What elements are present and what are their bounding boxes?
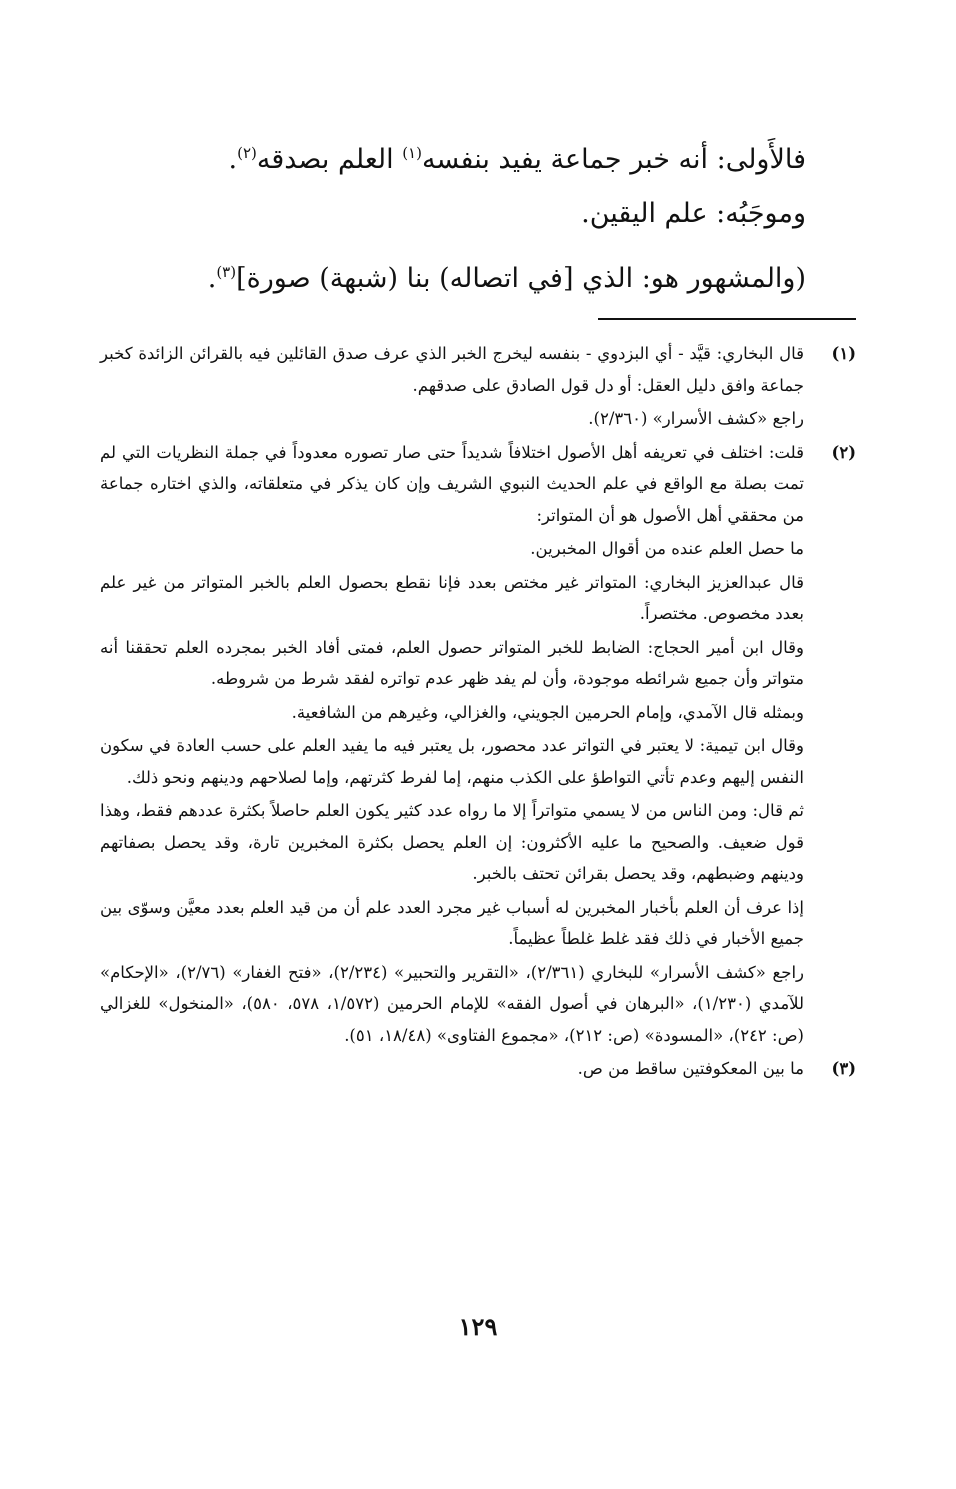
footnote-1 (100, 338, 856, 435)
footnote-paragraph: وبمثله قال الآمدي، وإمام الحرمين الجويني، والغزالي، وغيرهم من الشافعية. (291, 702, 804, 722)
main-text-segment: . (207, 263, 217, 294)
main-text-segment: فالأَولى: أنه خبر جماعة يفيد بنفسه (421, 144, 806, 175)
footnote-2 (100, 437, 856, 1052)
footnote-number: (١) (831, 344, 856, 363)
footnote-paragraph: ثم قال: ومن الناس من لا يسمي متواتراً إلا ما رواه عدد كثير يكون العلم حاصلاً بكثرة عددهم فقط، وهذا قول ضعيف. والصحيح ما عليه الأكثرون: إن العلم يحصل بكثرة المخبرين تارة، وقد يحصل بصفاتهم ودينهم وضبطهم، وقد يحصل بقرائن تحتف بالخبر. (100, 801, 804, 883)
footnote-paragraph: وقال ابن تيمية: لا يعتبر في التواتر عدد محصور، بل يعتبر فيه ما يفيد العلم على حسب العادة في سكون النفس إليهم وعدم تأتي التواطؤ على الكذب منهم، إما لفرط كثرتهم، وإما لصلاحهم ودينهم ونحو ذلك. (100, 736, 804, 787)
main-text-segment: (والمشهور هو: الذي [في اتصاله) بنا (شبهة) صورة] (236, 263, 806, 294)
main-text-line-1 (229, 133, 807, 180)
footnote-paragraph: راجع «كشف الأسرار» للبخاري (٢/٣٦١)، «التقرير والتحبير» (٢/٢٣٤)، «فتح الغفار» (٢/٧٦)، «الإحكام» للآمدي (١/٢٣٠)، «البرهان في أصول الفقه» للإمام الحرمين (١/٥٧٢، ٥٧٨، ٥٨٠)، «المنخول» للغزالي (ص: ٢٤٢)، «المسودة» (ص: ٢١٢)، «مجموع الفتاوى» (١٨/٤٨، ٥١). (100, 962, 805, 1045)
footnote-paragraph: قال عبدالعزيز البخاري: المتواتر غير مختص بعدد فإنا نقطع بحصول العلم بالخبر المتواتر من غير علم بعدد مخصوص. مختصراً. (100, 572, 804, 623)
main-text-line-3 (208, 252, 806, 299)
page-number: ١٢٩ (458, 1312, 498, 1341)
footnote-paragraph: ما حصل العلم عنده من أقوال المخبرين. (530, 539, 804, 558)
footnotes-section (100, 338, 856, 1087)
footnote-paragraph: راجع «كشف الأسرار» (٢/٣٦٠). (588, 409, 804, 428)
footnote-paragraph: وقال ابن أمير الحجاج: الضابط للخبر المتواتر حصول العلم، فمتى أفاد الخبر بمجرده العلم تحققنا أنه متواتر وأن جميع شرائطه موجودة، وأن لم يفد ظهر عدم تواتره لفقد شرط من شروطه. (100, 637, 804, 688)
footnote-3 (100, 1053, 856, 1085)
footnote-ref-3[interactable]: (٣) (216, 263, 237, 281)
footnote-paragraph: قال البخاري: قيَّد - أي البزدوي - بنفسه ليخرج الخبر الذي عرف صدق القائلين فيه بالقرائن الزائدة كخبر جماعة وافق دليل العقل: أو دل قول الصادق على صدقهم. (100, 344, 804, 395)
main-text-segment: العلم بصدقه (256, 144, 403, 175)
footnote-number: (٢) (831, 442, 856, 462)
main-text-line-2: وموجَبُه: علم اليقين. (581, 198, 806, 229)
footnote-number: (٣) (831, 1059, 856, 1078)
footnote-ref-2[interactable]: (٢) (237, 144, 257, 162)
main-text-segment: . (228, 144, 238, 175)
footnote-separator (598, 318, 856, 320)
footnote-paragraph: قلت: اختلف في تعريفه أهل الأصول اختلافاً شديداً حتى صار تصوره معدوداً في جملة النظريات التي لم تمت بصلة مع الواقع في علم الحديث النبوي الشريف وإن كان يذكر في متعلقاته، والذي اختاره جماعة من محققي أهل الأصول هو أن المتواتر: (100, 442, 804, 525)
footnote-paragraph: ما بين المعكوفتين ساقط من ص. (577, 1059, 804, 1078)
footnote-paragraph: إذا عرف أن العلم بأخبار المخبرين له أسباب غير مجرد العدد علم أن من قيد العلم بعدد معيَّن وسوّى بين جميع الأخبار في ذلك فقد غلط غلطاً عظيماً. (100, 897, 804, 948)
footnote-ref-1[interactable]: (١) (402, 144, 422, 162)
